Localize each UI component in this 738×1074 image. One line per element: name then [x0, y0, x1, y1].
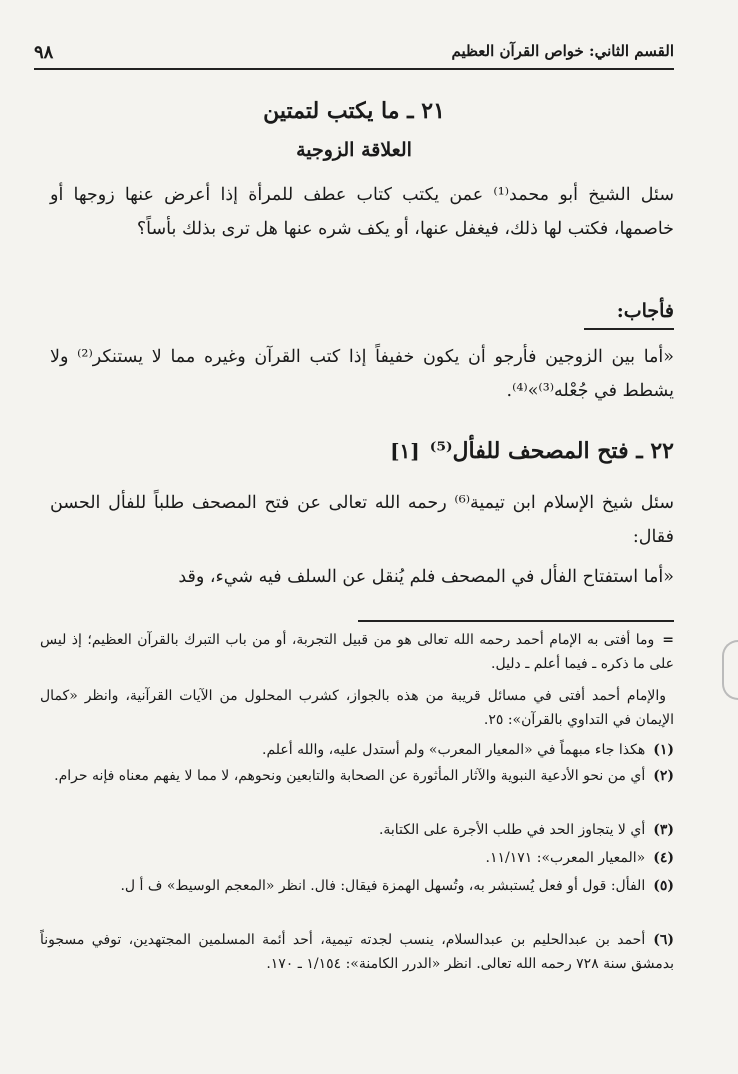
footnote: [40, 628, 674, 676]
footnote: [40, 928, 674, 976]
section-22-title: ٢٢ ـ فتح المصحف للفأل⁽⁵⁾: [429, 438, 674, 464]
section-21-question: سئل الشيخ أبو محمد⁽¹⁾ عمن يكتب كتاب عطف للمرأة إذا أعرض عنها زوجها أو خاصمها، فكتب لها ذلك، فيغفل عنها، أو يكف شره عنها هل ترى بذلك بأساً؟: [50, 185, 675, 239]
running-title: القسم الثاني: خواص القرآن العظيم: [451, 42, 674, 60]
header-rule: [34, 68, 674, 70]
footnote-number: (٣): [653, 822, 674, 838]
footnote-number: (١): [653, 742, 674, 758]
answer-label-underline: [584, 328, 674, 330]
footnote-rule: [358, 620, 674, 622]
section-21-answer: «أما بين الزوجين فأرجو أن يكون خفيفاً إذا كتب القرآن وغيره مما لا يستنكر⁽²⁾ ولا يشطط في جُعْله⁽³⁾»⁽⁴⁾.: [50, 347, 674, 401]
footnote-number: (٢): [653, 768, 674, 784]
footnote: [40, 846, 674, 870]
footnote-text: أي من نحو الأدعية النبوية والآثار المأثورة عن الصحابة والتابعين ونحوهم، لا مما لا يفهم معناه فإنه حرام.: [54, 768, 646, 784]
footnote-number: =: [662, 632, 674, 648]
footnote-text: والإمام أحمد أفتى في مسائل قريبة من هذه بالجواز، كشرب المحلول من الآيات القرآنية، وانظر «كمال الإيمان في التداوي بالقرآن»: ٢٥.: [40, 688, 674, 728]
footnote: [40, 874, 674, 898]
page-number: ٩٨: [34, 42, 54, 63]
section-22-answer: «أما استفتاح الفأل في المصحف فلم يُنقل عن السلف فيه شيء، وقد: [178, 567, 674, 587]
footnote: [40, 738, 674, 762]
footnote-number: (٥): [653, 878, 674, 894]
footnote-text: وما أفتى به الإمام أحمد رحمه الله تعالى هو من قبيل التجربة، أو من باب التبرك بالقرآن العظيم؛ إذ ليس على ما ذكره ـ فيما أعلم ـ دليل.: [40, 632, 674, 672]
footnote: [40, 818, 674, 842]
running-header: [34, 28, 674, 68]
section-22-heading: [34, 438, 674, 464]
footnote-text: أحمد بن عبدالحليم بن عبدالسلام، ينسب لجدته تيمية، أحد أئمة المسلمين المجتهدين، توفي مسجوناً بدمشق سنة ٧٢٨ رحمه الله تعالى. انظر «الدرر الكامنة»: ١/١٥٤ ـ ١٧٠.: [40, 932, 674, 972]
footnote-text: «المعيار المعرب»: ١١/١٧١.: [485, 850, 646, 866]
footnote: [40, 684, 674, 732]
footnote-text: أي لا يتجاوز الحد في طلب الأجرة على الكتابة.: [378, 822, 646, 838]
page-edge-mark: [722, 640, 738, 700]
footnote: [40, 764, 674, 788]
section-21-subtitle: العلاقة الزوجية: [296, 139, 412, 161]
footnote-number: (٤): [653, 850, 674, 866]
answer-label: فأجاب:: [616, 300, 674, 322]
section-22-question: سئل شيخ الإسلام ابن تيمية⁽⁶⁾ رحمه الله تعالى عن فتح المصحف طلباً للفأل الحسن فقال:: [50, 493, 675, 547]
footnote-text: هكذا جاء مبهماً في «المعيار المعرب» ولم أستدل عليه، والله أعلم.: [262, 742, 646, 758]
section-22-ref: [١]: [390, 439, 420, 463]
section-21-title: ٢١ ـ ما يكتب لتمتين: [263, 98, 445, 124]
footnote-number: (٦): [653, 932, 674, 948]
footnote-text: الفأل: قول أو فعل يُستبشر به، وتُسهل الهمزة فيقال: فال. انظر «المعجم الوسيط» ف أ ل.: [120, 878, 646, 894]
